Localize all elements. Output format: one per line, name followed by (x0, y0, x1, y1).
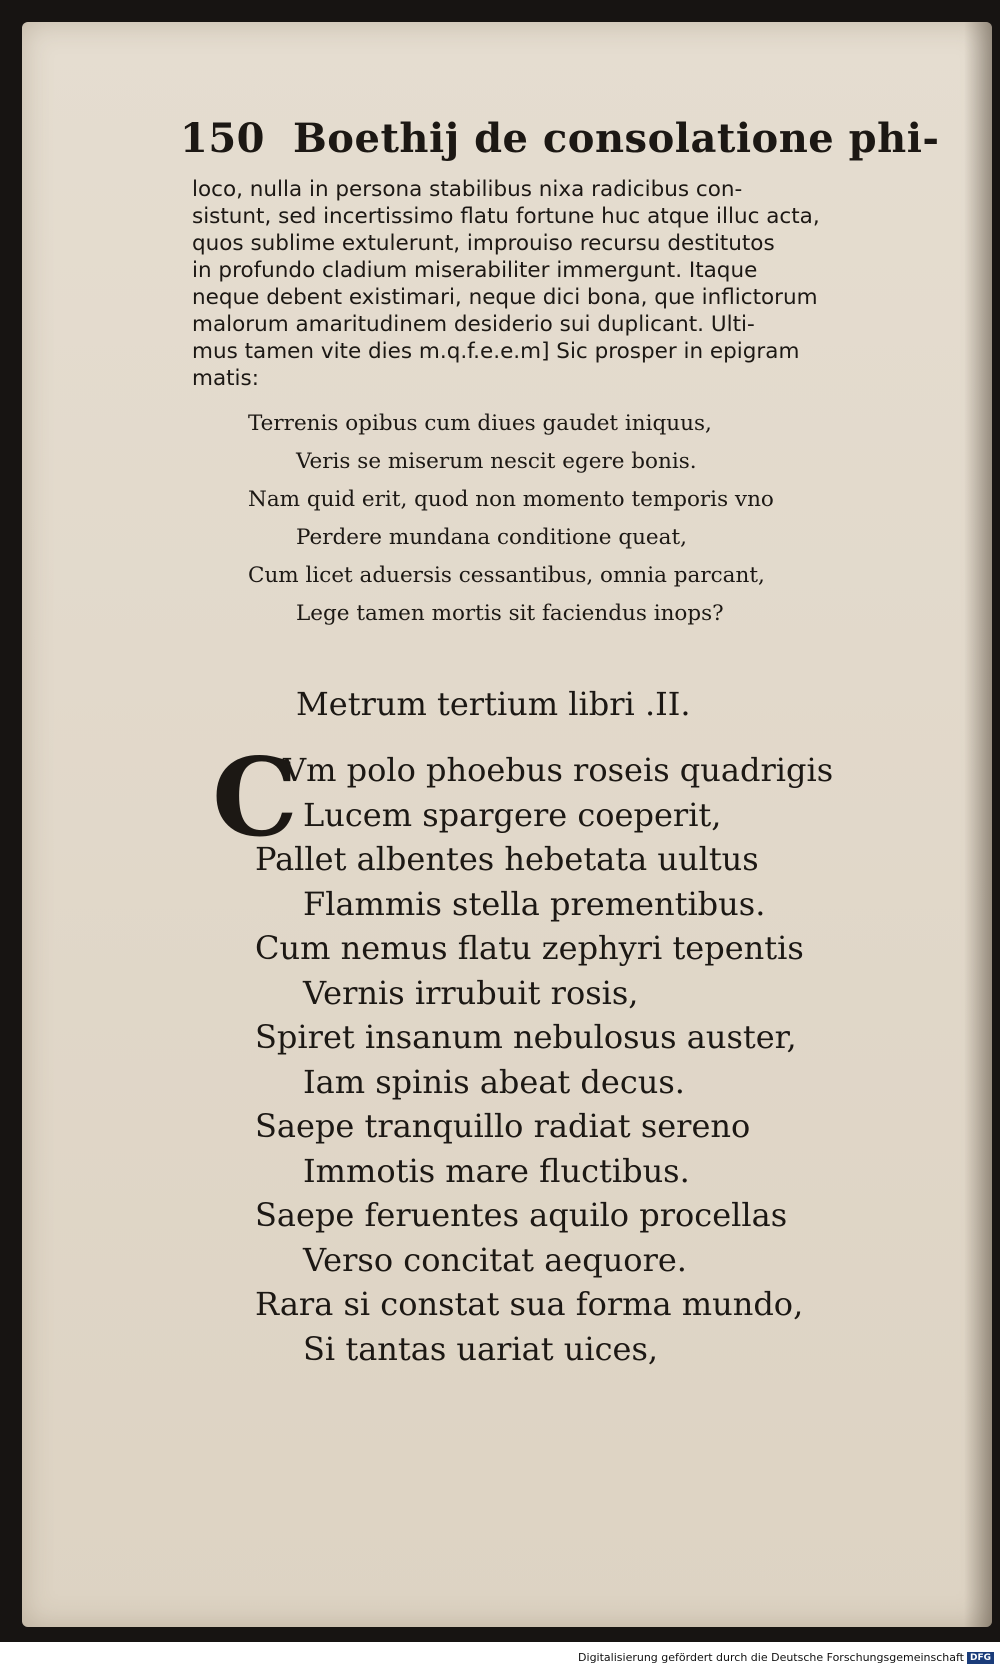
epigram-line: Nam quid erit, quod non momento temporis vno (248, 487, 774, 512)
verse-line: Cum nemus flatu zephyri tepentis (255, 929, 804, 967)
epigram-line: Veris se miserum nescit egere bonis. (296, 449, 697, 474)
verse-line: Vernis irrubuit rosis, (303, 973, 639, 1012)
verse-line: Iam spinis abeat decus. (303, 1062, 685, 1101)
commentary-line: neque debent existimari, neque dici bona, que inflictorum (192, 285, 818, 310)
verse-line: Vm polo phoebus roseis quadrigis (283, 751, 834, 789)
digitization-credit (578, 1651, 994, 1664)
running-header (180, 115, 940, 162)
epigram-line: Terrenis opibus cum diues gaudet iniquus, (248, 411, 712, 436)
commentary-line: quos sublime extulerunt, improuiso recursu destitutos (192, 231, 775, 256)
verse-line: Rara si constat sua forma mundo, (255, 1285, 804, 1323)
epigram-line: Lege tamen mortis sit faciendus inops? (296, 601, 724, 626)
page-gutter-shadow (964, 22, 992, 1627)
meter-heading: Metrum tertium libri .II. (296, 685, 691, 723)
credit-text: Digitalisierung gefördert durch die Deutsche Forschungsgemeinschaft (578, 1651, 964, 1664)
verse-line: Si tantas uariat uices, (303, 1329, 659, 1368)
page-number: 150 (180, 115, 265, 162)
drop-cap-initial: C (212, 735, 298, 861)
commentary-line: in profundo cladium miserabiliter immergunt. Itaque (192, 258, 758, 283)
commentary-line: mus tamen vite dies m.q.f.e.e.m] Sic prosper in epigram (192, 339, 800, 364)
verse-line: Lucem spargere coeperit, (303, 795, 722, 834)
verse-line: Saepe feruentes aquilo procellas (255, 1196, 788, 1234)
commentary-line: malorum amaritudinem desiderio sui duplicant. Ulti- (192, 312, 755, 337)
meter-verse-block (255, 748, 895, 1371)
epigram-block (248, 405, 888, 633)
commentary-line: loco, nulla in persona stabilibus nixa radicibus con- (192, 177, 743, 202)
commentary-line: sistunt, sed incertissimo flatu fortune huc atque illuc acta, (192, 204, 820, 229)
commentary-block (192, 176, 922, 392)
dfg-logo: DFG (967, 1652, 994, 1664)
verse-line: Immotis mare fluctibus. (303, 1151, 690, 1190)
commentary-line: matis: (192, 366, 259, 391)
verse-line: Saepe tranquillo radiat sereno (255, 1107, 751, 1145)
running-title: Boethij de consolatione phi- (293, 115, 940, 162)
verse-line: Pallet albentes hebetata uultus (255, 840, 759, 878)
verse-line: Verso concitat aequore. (303, 1240, 687, 1279)
verse-line: Spiret insanum nebulosus auster, (255, 1018, 797, 1056)
epigram-line: Cum licet aduersis cessantibus, omnia parcant, (248, 563, 765, 588)
verse-line: Flammis stella prementibus. (303, 884, 766, 923)
epigram-line: Perdere mundana conditione queat, (296, 525, 687, 550)
